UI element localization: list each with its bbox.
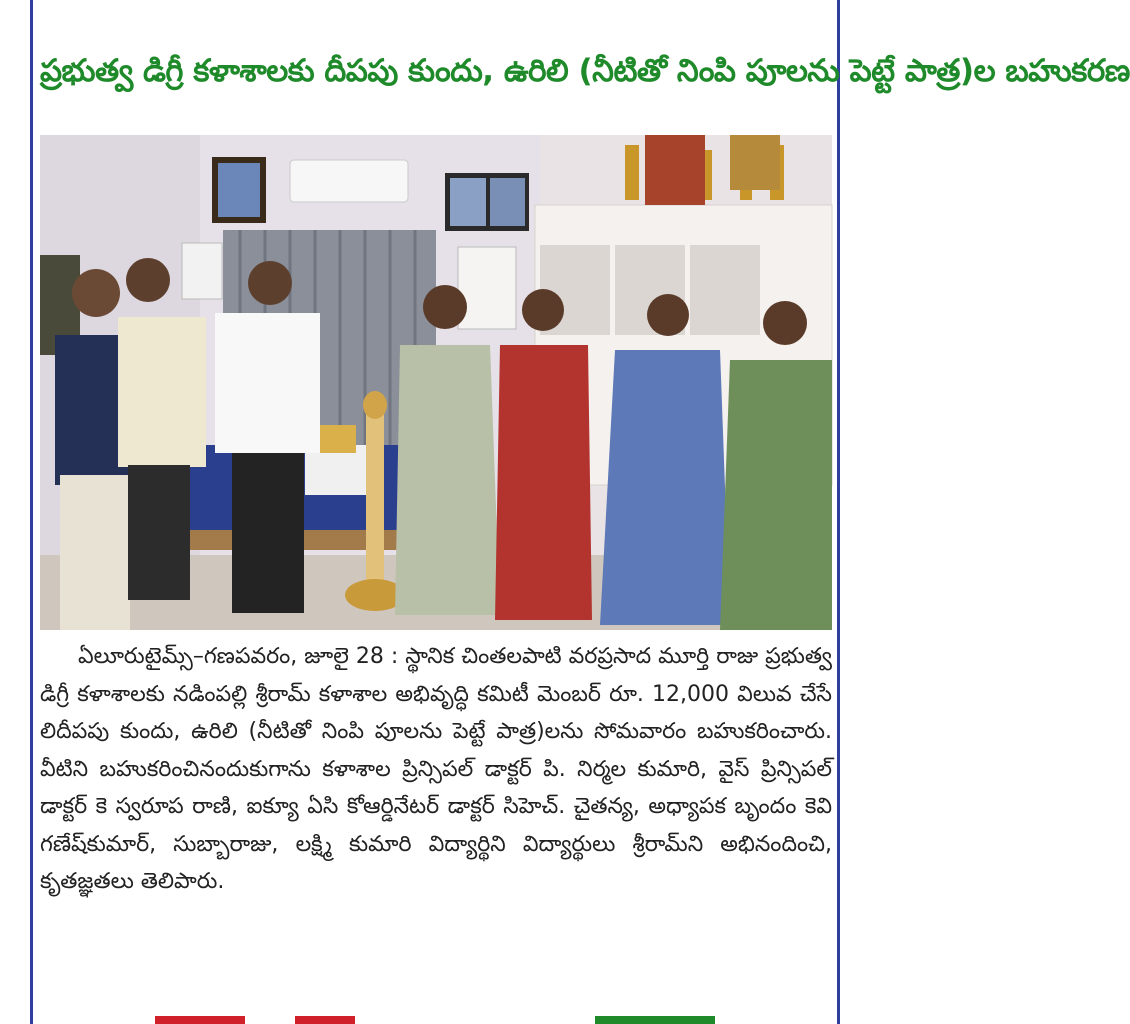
headline: ప్రభుత్వ డిగ్రీ కళాశాలకు దీపపు కుందు, ఉరిలి (నీటితో నింపి పూలను పెట్టే పాత్ర)ల బహుకరణ (40, 53, 1130, 89)
news-photo (40, 135, 832, 630)
article-paragraph: ఏలూరుటైమ్స్–గణపవరం, జూలై 28 : స్థానిక చింతలపాటి వరప్రసాద మూర్తి రాజు ప్రభుత్వ డిగ్రీ కళాశాలకు నడింపల్లి శ్రీరామ్ కళాశాల అభివృద్ధి కమిటీ మెంబర్ రూ. 12,000 విలువ చేసే లిదీపపు కుందు, ఉరిలి (నీటితో నింపి పూలను పెట్టే పాత్ర)లను సోమవారం బహుకరించారు. వీటిని బహుకరించినందుకుగాను కళాశాల ప్రిన్సిపల్ డాక్టర్ పి. నిర్మల కుమారి, వైస్ ప్రిన్సిపల్ డాక్టర్ కె స్వరూప రాణి, ఐక్యూ ఏసి కోఆర్డినేటర్ డాక్టర్ సిహెచ్. చైతన్య, అధ్యాపక బృందం కెవి గణేష్‌కుమార్, సుబ్బారాజు, లక్ష్మి కుమారి విద్యార్థిని విద్యార్థులు శ్రీరామ్‌ని అభినందించి, కృతజ్ఞతలు తెలిపారు. (40, 644, 832, 894)
article-body (40, 638, 832, 901)
next-headline-fragment (35, 1014, 835, 1024)
photo-illustration (40, 135, 832, 630)
